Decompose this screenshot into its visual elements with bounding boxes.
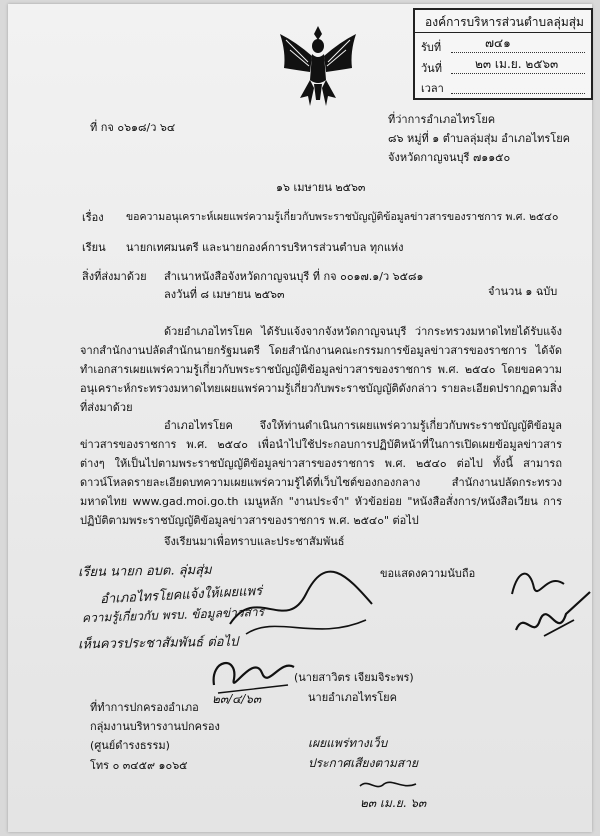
handwritten-note-4: เห็นควรประชาสัมพันธ์ ต่อไป	[77, 634, 239, 653]
stamp-date-value: ๒๓ เม.ย. ๒๕๖๓	[475, 57, 559, 71]
office-line-2: ๘๖ หมู่ที่ ๑ ตำบลลุ่มสุ่ม อำเภอไทรโยค	[388, 132, 570, 145]
signature-scribble	[226, 564, 376, 644]
subject-label: เรื่อง	[82, 211, 104, 224]
handwritten-note-1: เรียน นายก อบต. ลุ่มสุ่ม	[77, 562, 212, 581]
ref-number: ที่ กจ ๐๖๑๘/ว ๖๔	[90, 121, 176, 134]
stamp-received-label: รับที่	[421, 41, 442, 54]
stamp-date-label: วันที่	[421, 62, 442, 75]
dept-line-2: กลุ่มงานบริหารงานปกครอง	[90, 720, 220, 733]
handwritten-note-2: อำเภอไทรโยคแจ้งให้เผยแพร่	[99, 583, 263, 608]
garuda-emblem-icon	[276, 24, 360, 116]
phone-line: โทร ๐ ๓๔๕๙ ๑๐๖๕	[90, 759, 188, 772]
office-line-3: จังหวัดกาญจนบุรี ๗๑๑๕๐	[388, 151, 511, 164]
handwritten-note-3: ความรู้เกี่ยวกับ พรบ. ข้อมูลข่าวสาร	[81, 604, 265, 626]
closing-line: จึงเรียนมาเพื่อทราบและประชาสัมพันธ์	[164, 535, 345, 548]
handwritten-note-7: ๒๓ เม.ย. ๖๓	[360, 796, 427, 810]
stamp-received-no: ๗๔๑	[485, 36, 511, 50]
signer-name: (นายสาวิตร เจียมจิระพร)	[294, 671, 414, 684]
signer-title: นายอำเภอไทรโยค	[308, 691, 397, 704]
office-line-1: ที่ว่าการอำเภอไทรโยค	[388, 113, 496, 126]
small-initial-scribble	[358, 776, 418, 794]
enclosure-label: สิ่งที่ส่งมาด้วย	[82, 270, 147, 283]
body-paragraph-1: ด้วยอำเภอไทรโยค ได้รับแจ้งจากจังหวัดกาญจนบุรี ว่ากระทรวงมหาดไทยได้รับแจ้งจากสำนักงานปลัดสำนักนายกรัฐมนตรี โดยสำนักงานคณะกรรมการข้อมูลข่าวสารของราชการ ได้จัดทำเอกสารเผยแพร่ความรู้เกี่ยวกับพระราชบัญญัติข้อมูลข่าวสารของราชการ พ.ศ. ๒๕๔๐ โดยขอความอนุเคราะห์กระทรวงมหาดไทยเผยแพร่ความรู้เกี่ยวกับพระราชบัญญัติดังกล่าว รายละเอียดปรากฏตามสิ่งที่ส่งมาด้วย	[80, 325, 562, 414]
enclosure-qty: จำนวน ๑ ฉบับ	[488, 285, 558, 298]
handwritten-note-6: ประกาศเสียงตามสาย	[308, 756, 418, 770]
signature-right	[514, 590, 592, 650]
enclosure-line-1: สำเนาหนังสือจังหวัดกาญจนบุรี ที่ กจ ๐๐๑๗.๑/ว ๖๕๘๑	[164, 270, 424, 283]
respect-line: ขอแสดงความนับถือ	[380, 567, 476, 580]
dept-line-1: ที่ทำการปกครองอำเภอ	[90, 701, 199, 714]
stamp-time-label: เวลา	[421, 82, 444, 95]
dept-line-3: (ศูนย์ดำรงธรรม)	[90, 739, 170, 752]
enclosure-line-2: ลงวันที่ ๘ เมษายน ๒๕๖๓	[164, 288, 285, 301]
to-label: เรียน	[82, 241, 106, 254]
document-page	[8, 4, 592, 832]
body-paragraph-2: อำเภอไทรโยค จึงให้ท่านดำเนินการเผยแพร่ความรู้เกี่ยวกับพระราชบัญญัติข้อมูลข่าวสารของราชการ พ.ศ. ๒๕๔๐ เพื่อนำไปใช้ประกอบการปฏิบัติหน้าที่ในการเปิดเผยข้อมูลข่าวสารต่างๆ ให้เป็นไปตามพระราชบัญญัติข้อมูลข่าวสารของราชการ พ.ศ. ๒๕๔๐ ต่อไป ทั้งนี้ สามารถดาวน์โหลดรายละเอียดบทความเผยแพร่ความรู้ได้ที่เว็บไซต์ของกองกลาง สำนักงานปลัดกระทรวงมหาดไทย www.gad.moi.go.th เมนูหลัก "งานประจำ" หัวข้อย่อย "หนังสือสั่งการ/หนังสือเวียน การปฏิบัติตามพระราชบัญญัติข้อมูลข่าวสารของราชการ พ.ศ. ๒๕๔๐" ต่อไป	[80, 419, 562, 527]
receiving-stamp	[413, 8, 593, 100]
signed-date: ๒๓/๔/๖๓	[212, 692, 262, 706]
stamp-org: องค์การบริหารส่วนตำบลลุ่มสุ่ม	[425, 15, 584, 29]
to-text: นายกเทศมนตรี และนายกองค์การบริหารส่วนตำบล ทุกแห่ง	[126, 241, 404, 254]
letter-date: ๑๖ เมษายน ๒๕๖๓	[276, 181, 366, 194]
subject-text: ขอความอนุเคราะห์เผยแพร่ความรู้เกี่ยวกับพระราชบัญญัติข้อมูลข่าวสารของราชการ พ.ศ. ๒๕๔๐	[126, 211, 559, 223]
handwritten-note-5: เผยแพร่ทางเว็บ	[308, 736, 388, 750]
